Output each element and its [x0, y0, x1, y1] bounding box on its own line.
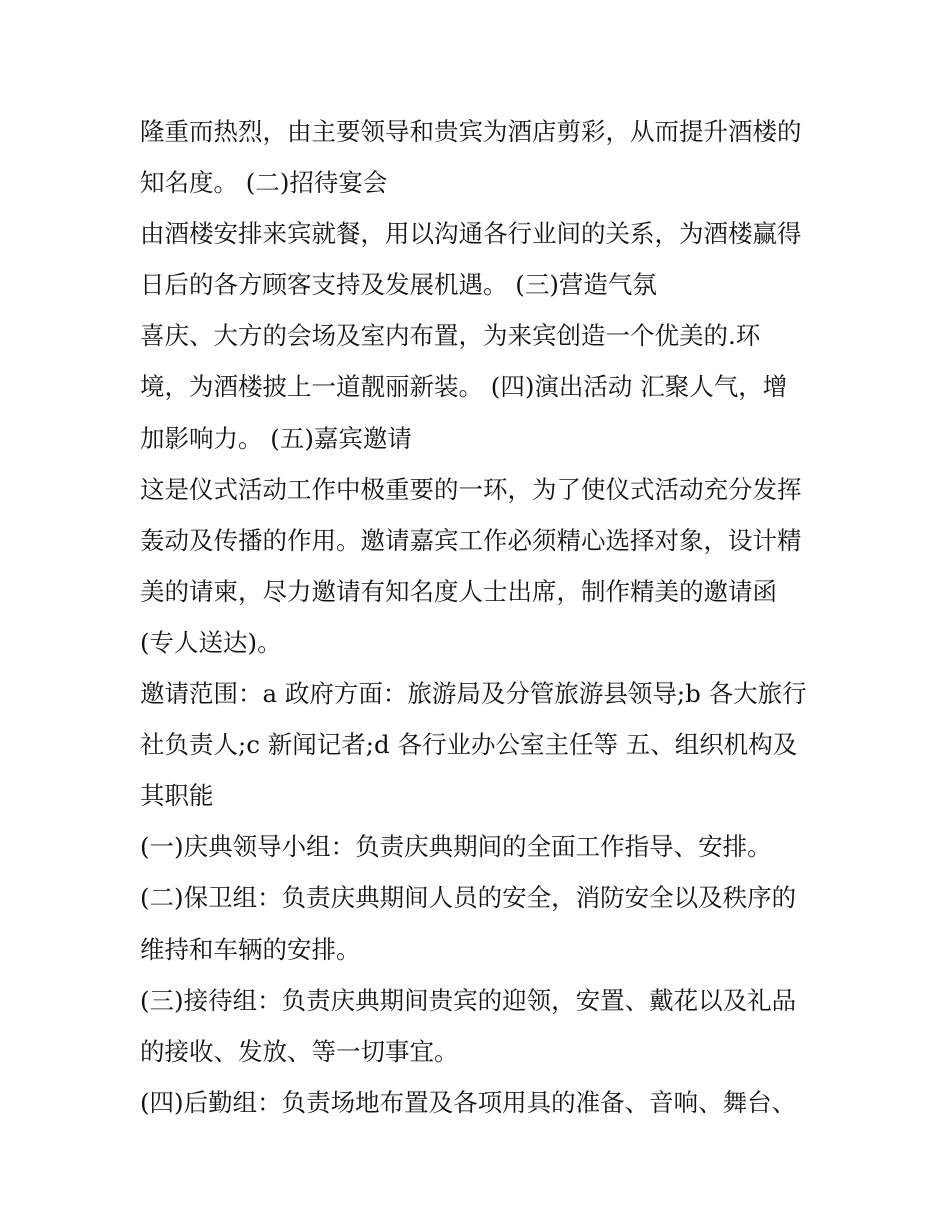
text-line: (三)接待组：负责庆典期间贵宾的迎领，安置、戴花以及礼品: [140, 985, 797, 1015]
text-line: (二)保卫组：负责庆典期间人员的安全，消防安全以及秩序的: [140, 883, 797, 913]
text-line: (一)庆典领导小组：负责庆典期间的全面工作指导、安排。: [140, 832, 772, 862]
text-line: 知名度。 (二)招待宴会: [140, 168, 388, 198]
text-line: 日后的各方顾客支持及发展机遇。 (三)营造气氛: [140, 270, 657, 300]
text-line: 境，为酒楼披上一道靓丽新装。 (四)演出活动 汇聚人气，增: [140, 372, 788, 402]
text-line: 社负责人;c 新闻记者;d 各行业办公室主任等 五、组织机构及: [140, 730, 798, 760]
text-line: 喜庆、大方的会场及室内布置，为来宾创造一个优美的.环: [140, 321, 761, 351]
text-line: 隆重而热烈，由主要领导和贵宾为酒店剪彩，从而提升酒楼的: [140, 117, 802, 146]
text-line: 邀请范围：a 政府方面：旅游局及分管旅游县领导;b 各大旅行: [140, 679, 807, 709]
text-line: (四)后勤组：负责场地布置及各项用具的准备、音响、舞台、: [140, 1087, 797, 1117]
text-line: 加影响力。 (五)嘉宾邀请: [140, 423, 412, 453]
text-line: 其职能: [140, 781, 214, 811]
text-line: 的接收、发放、等一切事宜。: [140, 1036, 459, 1066]
text-line: (专人送达)。: [140, 627, 282, 657]
text-line: 这是仪式活动工作中极重要的一环，为了使仪式活动充分发挥: [140, 474, 802, 504]
document-body: [140, 106, 830, 1128]
text-line: 美的请柬，尽力邀请有知名度人士出席，制作精美的邀请函: [140, 576, 777, 606]
text-line: 轰动及传播的作用。邀请嘉宾工作必须精心选择对象，设计精: [140, 525, 802, 555]
text-line: 由酒楼安排来宾就餐，用以沟通各行业间的关系，为酒楼赢得: [140, 219, 802, 249]
text-line: 维持和车辆的安排。: [140, 934, 361, 964]
